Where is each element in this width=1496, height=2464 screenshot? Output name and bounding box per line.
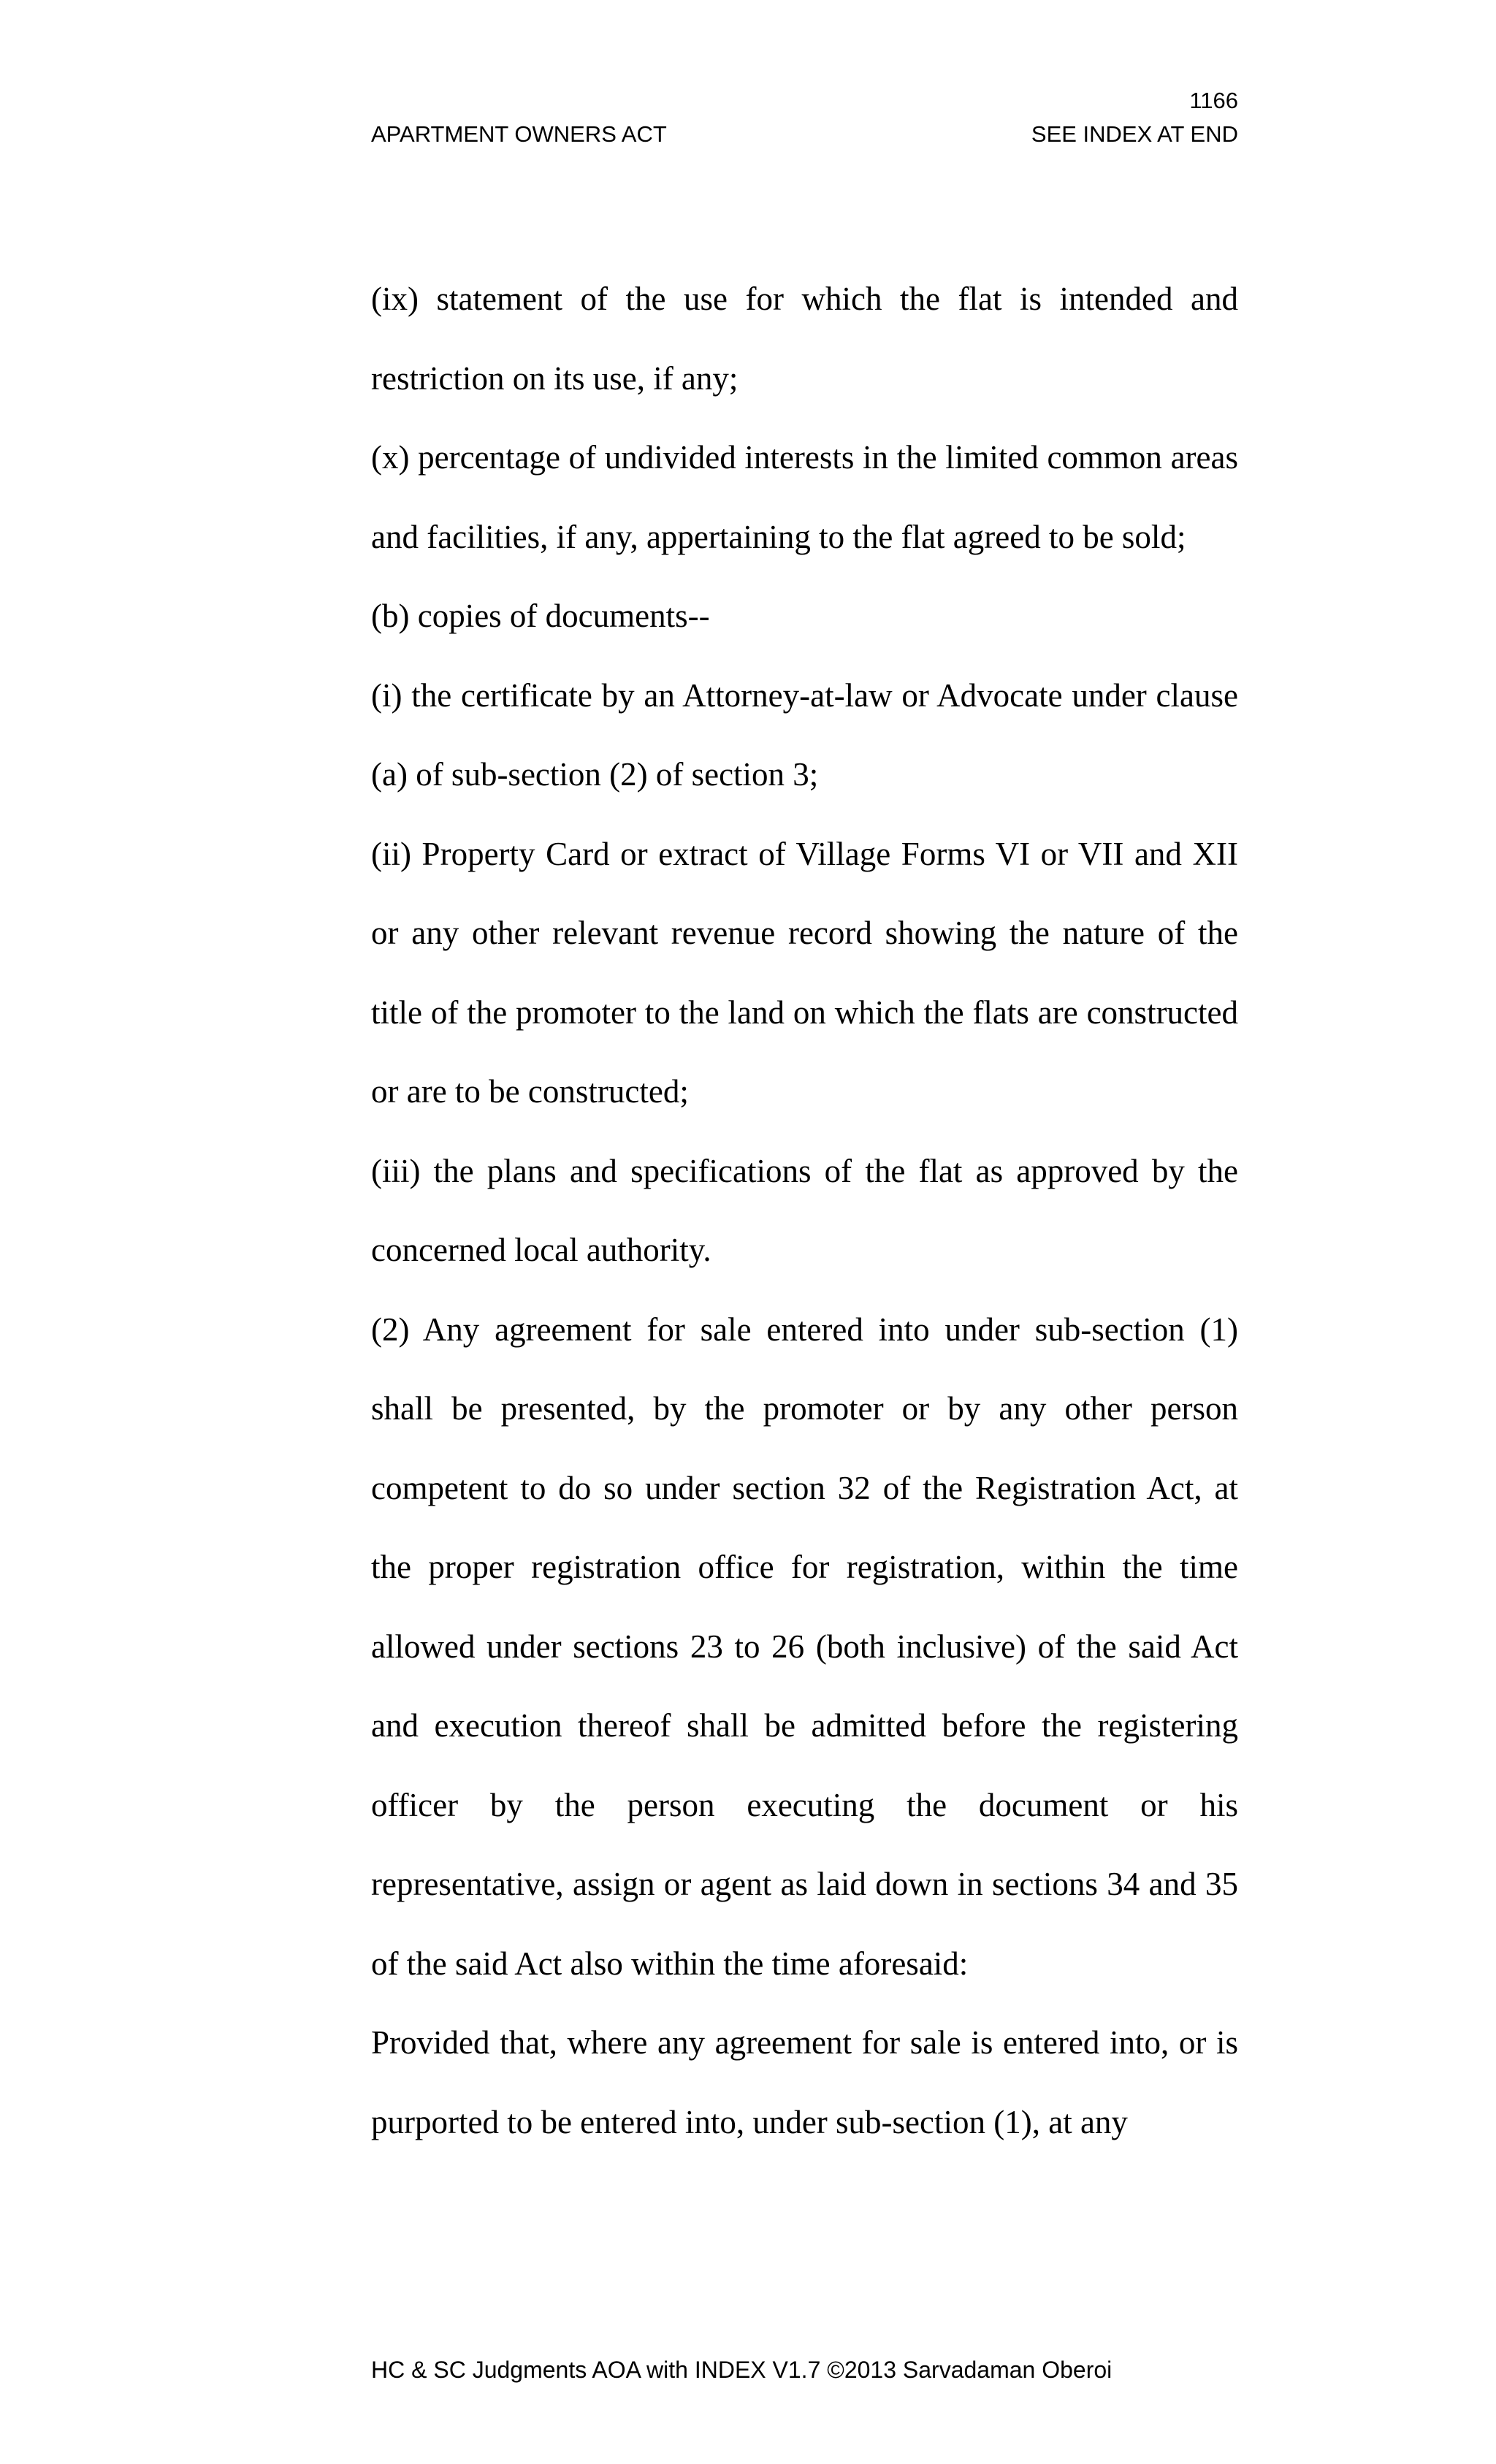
running-header-title: APARTMENT OWNERS ACT <box>371 121 667 147</box>
document-body <box>371 259 1238 2162</box>
page-number: 1166 <box>1189 88 1238 113</box>
running-header-index-note: SEE INDEX AT END <box>1031 121 1238 147</box>
paragraph-proviso: Provided that, where any agreement for sale is entered into, or is purported to be entered into, under sub-section (1), at any <box>371 2024 1238 2140</box>
page-footer: HC & SC Judgments AOA with INDEX V1.7 ©2013 Sarvadaman Oberoi <box>371 2357 1113 2383</box>
paragraph-b-copies-of-documents: (b) copies of documents-- <box>371 598 710 634</box>
paragraph-x-undivided-interests: (x) percentage of undivided interests in the limited common areas and facilities, if any, appertaining to the flat agreed to be sold; <box>371 439 1238 555</box>
paragraph-i-attorney-certificate: (i) the certificate by an Attorney-at-law or Advocate under clause (a) of sub-section (2) of section 3; <box>371 676 1238 793</box>
paragraph-ix-statement-of-use: (ix) statement of the use for which the flat is intended and restriction on its use, if any; <box>371 281 1238 397</box>
paragraph-iii-plans-and-specifications: (iii) the plans and specifications of the flat as approved by the concerned local authority. <box>371 1152 1238 1268</box>
paragraph-2-agreement-registration: (2) Any agreement for sale entered into under sub-section (1) shall be presented, by the promoter or by any other person competent to do so under section 32 of the Registration Act, at the proper registration office for registration, within the time allowed under sections 23 to 26 (both inclusive) of the said Act and execution thereof shall be admitted before the registering officer by the person executing the document or his representative, assign or agent as laid down in sections 34 and 35 of the said Act also within the time aforesaid: <box>371 1311 1238 1982</box>
paragraph-ii-property-card: (ii) Property Card or extract of Village Forms VI or VII and XII or any other relevant revenue record showing the nature of the title of the promoter to the land on which the flats are constructed or are to be constructed; <box>371 835 1238 1110</box>
